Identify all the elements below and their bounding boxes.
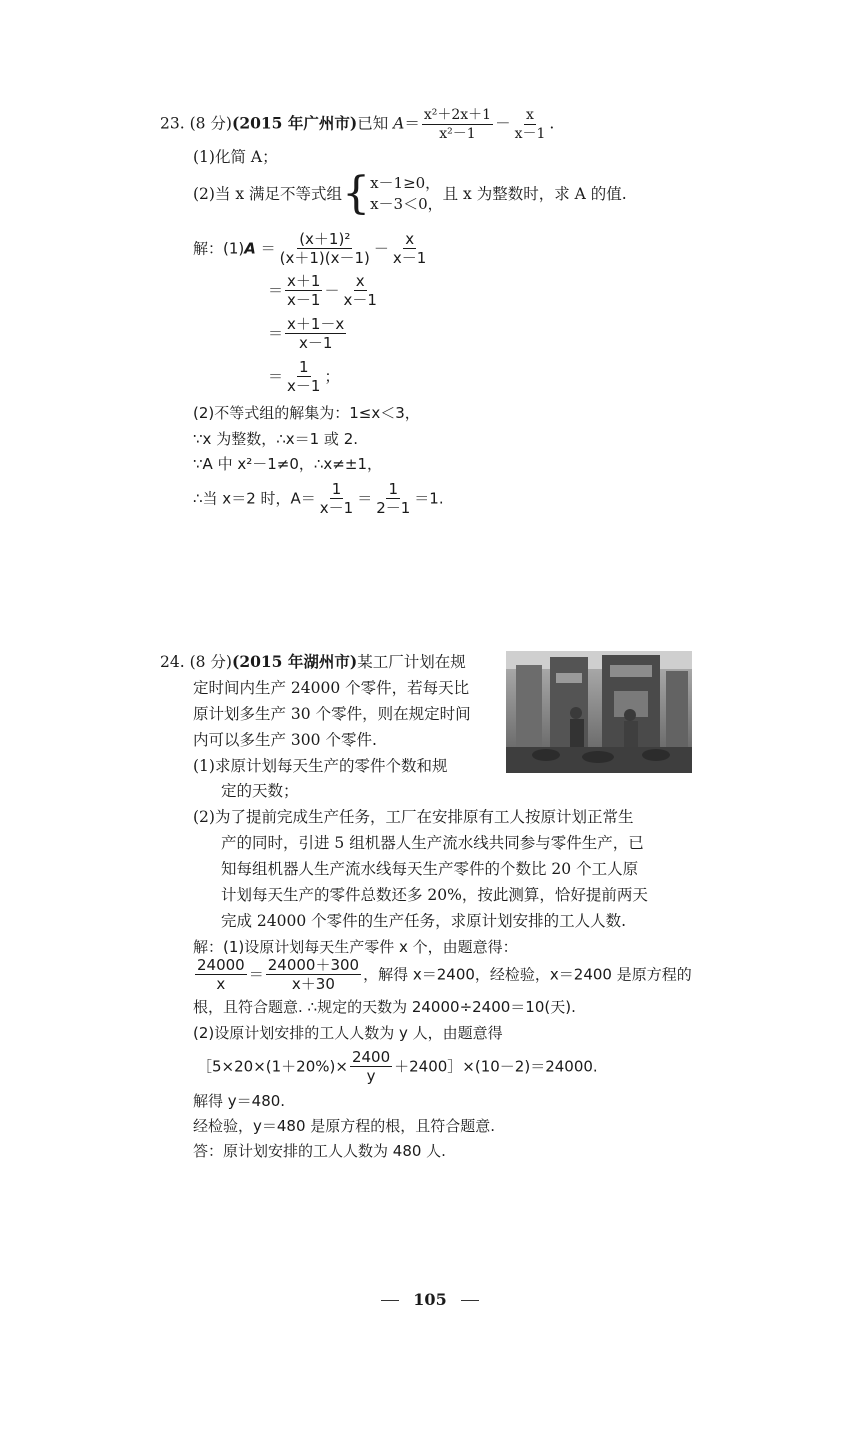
q23-fraction-2 — [513, 106, 548, 143]
q23-s3-den: x－1 — [298, 334, 333, 352]
q23-s4-den: x－1 — [287, 377, 321, 395]
q23-frac2-num: x — [526, 107, 534, 123]
q23-s1b-den: x－1 — [392, 249, 427, 267]
q23-number: 23. — [160, 114, 185, 133]
q24-part2-line1: (2)为了提前完成生产任务，工厂在安排原有工人按原计划正常生 — [193, 808, 634, 826]
q23-s4-fraction — [285, 358, 322, 395]
q24-eq-rnum: 24000＋300 — [267, 956, 360, 974]
q24-sol-line4: (2)设原计划安排的工人人数为 y 人，由题意得 — [193, 1024, 503, 1042]
q23-ineq2: x－3＜0， — [370, 195, 443, 213]
left-dash — [381, 1300, 399, 1301]
q23-s1-den: (x＋1)(x－1) — [279, 249, 370, 267]
q23-sol-step4: ＝ $\frac{1}{x-1}$ ； — [268, 358, 340, 395]
q23-s2-fraction — [285, 272, 322, 309]
q23-s2b-den: x－1 — [343, 291, 377, 309]
q24-eq-lnum: 24000 — [197, 956, 245, 974]
q23-p2-f2-num: 1 — [388, 480, 399, 498]
q24-sol-line1: 解：(1)设原计划每天生产零件 x 个，由题意得： — [193, 938, 518, 956]
q23-fraction-1 — [422, 106, 493, 143]
q23-part2 — [193, 168, 627, 219]
q23-stem: 23. (8 分)(2015 年广州市)已知 A＝ $\frac{\text{x²＋2x＋1}}{\text{x²－1}}$ － $\frac{x}{x-1}$ . — [160, 107, 555, 142]
q23-p2-f1-den: x－1 — [319, 499, 354, 517]
q23-s1-fraction — [278, 230, 372, 267]
q23-p2-line4-suffix: ＝1. — [414, 489, 444, 508]
q23-part2-prefix: (2)当 x 满足不等式组 — [193, 185, 343, 203]
q24-stem-line2: 定时间内生产 24000 个零件，若每天比 — [193, 679, 470, 697]
q24-part2-line3: 知每组机器人生产流水线每天生产零件的个数比 20 个工人原 — [221, 860, 639, 878]
q23-part1: (1)化简 A； — [193, 148, 278, 166]
q23-stem-prefix: 已知 — [357, 114, 394, 133]
q23-s4-num: 1 — [298, 358, 309, 376]
q23-sol-label: 解：(1) — [193, 239, 245, 258]
q24-part2-line2: 产的同时，引进 5 组机器人生产流水线共同参与零件生产，已 — [221, 834, 644, 852]
q23-sol-step1: 解：(1)A ＝ $\frac{\text{(x＋1)²}}{(x+1)(x-1)}$ － $\frac{x}{x-1}$ — [193, 230, 427, 267]
q23-sol-var-A: A — [244, 239, 256, 258]
q24-stem-line4: 内可以多生产 300 个零件. — [193, 731, 377, 749]
q23-s2-den: x－1 — [287, 291, 321, 309]
q23-frac1-num: x²＋2x＋1 — [423, 107, 492, 123]
q23-inequality-system — [370, 173, 443, 215]
brace-icon: { — [342, 168, 371, 219]
q23-p2-line2: ∵x 为整数，∴x＝1 或 2. — [193, 430, 359, 448]
q24-eq-rden: x＋30 — [291, 975, 335, 993]
q24-stem-line3: 原计划多生产 30 个零件，则在规定时间 — [193, 705, 471, 723]
q23-sol-step3: ＝ $\frac{x+1-x}{x-1}$ — [268, 315, 345, 352]
q23-ineq1: x－1≥0， — [370, 174, 441, 192]
q24-eq-lden: x — [216, 975, 226, 993]
q24-eq2-fraction — [350, 1048, 392, 1085]
q24-number: 24. — [160, 653, 185, 671]
q24-sol-equation1: $\frac{24000}{x}$ ＝ $\frac{24000+300}{x+30}$ ，解得 x＝2400，经检验，x＝2400 是原方程的 — [197, 956, 692, 993]
q23-s1b-fraction — [391, 230, 428, 267]
q23-p2-line4: ∴当 x＝2 时，A＝ $\frac{1}{x-1}$ ＝ $\frac{1}{2-1}$ ＝1. — [193, 480, 444, 517]
q24-eq2-num: 2400 — [351, 1048, 391, 1066]
q23-s2b-num: x — [355, 272, 365, 290]
q23-s1b-num: x — [405, 230, 415, 248]
q24-eq-left-fraction — [195, 956, 247, 993]
q23-p2-f2-den: 2－1 — [376, 499, 411, 517]
q23-frac1-den: x²－1 — [439, 126, 476, 142]
q23-p2-line1: (2)不等式组的解集为：1≤x＜3， — [193, 404, 420, 422]
q24-part1-line1: (1)求原计划每天生产的零件个数和规 — [193, 757, 448, 775]
q24-part2-line5: 完成 24000 个零件的生产任务，求原计划安排的工人人数. — [221, 912, 627, 930]
factory-photo — [506, 651, 692, 773]
q24-part2-line4: 计划每天生产的零件总数还多 20%，按此测算，恰好提前两天 — [221, 886, 648, 904]
q23-source: (2015 年广州市) — [231, 113, 358, 133]
q23-s1-num: (x＋1)² — [299, 230, 351, 248]
q24-eq-right-fraction — [266, 956, 361, 993]
q23-sol-step2: ＝ $\frac{x+1}{x-1}$ － $\frac{x}{x-1}$ — [268, 272, 377, 309]
q24-sol-line6: 解得 y＝480. — [193, 1092, 286, 1110]
right-dash — [461, 1300, 479, 1301]
page-number: 105 — [413, 1290, 447, 1309]
q23-frac2-den: x－1 — [514, 126, 546, 142]
q24-eq2-suffix: ＋2400］×(10－2)＝24000. — [394, 1057, 598, 1076]
q24-source: (2015 年湖州市) — [231, 652, 358, 671]
factory-photo-drawing — [506, 651, 692, 773]
q24-eq2-den: y — [366, 1067, 376, 1085]
q23-s3-num: x＋1－x — [287, 315, 345, 333]
q23-part2-suffix: 且 x 为整数时，求 A 的值. — [442, 185, 627, 203]
q24-sol-line8: 答：原计划安排的工人人数为 480 人. — [193, 1142, 446, 1160]
q23-p2-line3: ∵A 中 x²－1≠0，∴x≠±1， — [193, 455, 382, 473]
q23-var-A: A — [393, 114, 405, 133]
q24-points: (8 分) — [189, 653, 232, 671]
q24-eq2-prefix: ［5×20×(1＋20%)× — [197, 1057, 348, 1076]
page-number-footer — [0, 1290, 860, 1309]
q24-stem-text1: 某工厂计划在规 — [357, 653, 466, 671]
q23-s2b-fraction — [341, 272, 378, 309]
q24-sol-line3: 根，且符合题意. ∴规定的天数为 24000÷2400＝10(天). — [193, 998, 576, 1016]
q23-p2-f2 — [374, 480, 412, 517]
q24-eq-suffix: ，解得 x＝2400，经检验，x＝2400 是原方程的 — [363, 965, 692, 984]
q23-s2-num: x＋1 — [287, 272, 321, 290]
q23-p2-line4-prefix: ∴当 x＝2 时，A＝ — [193, 489, 316, 508]
q24-stem-line1 — [160, 651, 466, 673]
q23-s3-fraction — [285, 315, 346, 352]
q24-sol-equation2 — [197, 1048, 598, 1085]
q24-sol-line7: 经检验，y＝480 是原方程的根，且符合题意. — [193, 1117, 496, 1135]
q23-points: (8 分) — [189, 114, 232, 133]
q24-part1-line2: 定的天数； — [221, 782, 299, 800]
q23-p2-f1 — [318, 480, 355, 517]
q23-p2-f1-num: 1 — [331, 480, 342, 498]
